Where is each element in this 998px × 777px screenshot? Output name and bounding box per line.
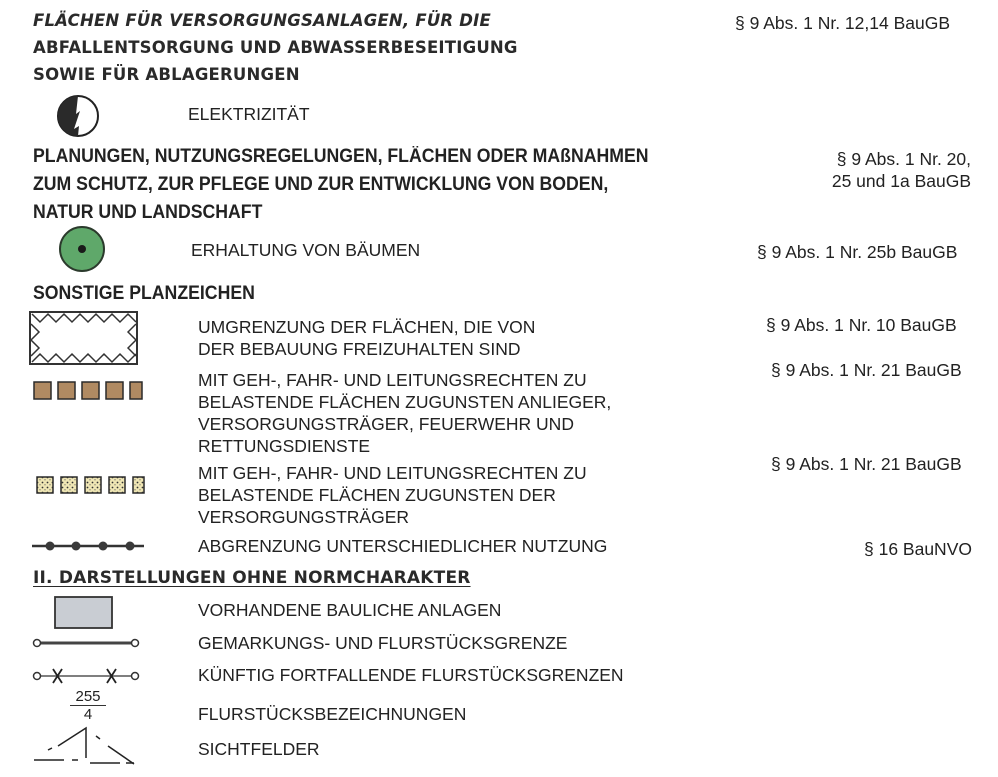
electricity-icon — [55, 93, 101, 139]
parcel-denominator: 4 — [83, 706, 93, 723]
sight-field-icon — [28, 726, 140, 770]
legend-reference: § 9 Abs. 1 Nr. 25b BauGB — [757, 242, 958, 262]
legend-label: ERHALTUNG VON BÄUMEN — [191, 240, 421, 260]
legend-label: KÜNFTIG FORTFALLENDE FLURSTÜCKSGRENZEN — [198, 665, 624, 685]
heading-line: SOWIE FÜR ABLAGERUNGEN — [33, 65, 300, 84]
section-reference — [832, 148, 971, 192]
dotted-squares-icon — [36, 476, 148, 495]
section-heading-sonstige: SONSTIGE PLANZEICHEN — [33, 283, 255, 304]
heading-line: ZUM SCHUTZ, ZUR PFLEGE UND ZUR ENTWICKLUNG VON BODEN, — [33, 174, 609, 195]
section-heading-natur — [33, 143, 649, 227]
section-reference: § 9 Abs. 1 Nr. 12,14 BauGB — [735, 13, 950, 33]
legend-label: ELEKTRIZITÄT — [188, 104, 310, 124]
heading-line: NATUR UND LANDSCHAFT — [33, 202, 263, 223]
label-line: UMGRENZUNG DER FLÄCHEN, DIE VON — [198, 317, 536, 337]
legend-reference: § 16 BauNVO — [864, 539, 972, 559]
heading-line: FLÄCHEN FÜR VERSORGUNGSANLAGEN, FÜR DIE — [33, 11, 491, 30]
label-line: RETTUNGSDIENSTE — [198, 436, 371, 456]
grey-rectangle-icon — [54, 596, 114, 630]
label-line: VERSORGUNGSTRÄGER, FEUERWEHR UND — [198, 414, 574, 434]
label-line: DER BEBAUUNG FREIZUHALTEN SIND — [198, 339, 521, 359]
dotted-line-icon — [30, 538, 146, 554]
heading-line: PLANUNGEN, NUTZUNGSREGELUNGEN, FLÄCHEN ODER MAßNAHMEN — [33, 146, 649, 167]
section-heading-versorgung — [33, 7, 518, 88]
brown-squares-icon — [33, 381, 147, 400]
reference-line: 25 und 1a BauGB — [831, 171, 971, 191]
label-line: MIT GEH-, FAHR- UND LEITUNGSRECHTEN ZU — [198, 463, 587, 483]
legend-reference: § 9 Abs. 1 Nr. 10 BauGB — [766, 315, 957, 335]
label-line: VERSORGUNGSTRÄGER — [198, 507, 409, 527]
parcel-number-icon — [70, 688, 106, 723]
zigzag-boundary-icon — [28, 310, 140, 367]
legend-label: GEMARKUNGS- UND FLURSTÜCKSGRENZE — [198, 633, 568, 653]
parcel-numerator: 255 — [70, 688, 106, 706]
label-line: BELASTENDE FLÄCHEN ZUGUNSTEN DER — [198, 485, 556, 505]
boundary-line-icon — [32, 636, 140, 650]
legend-reference: § 9 Abs. 1 Nr. 21 BauGB — [771, 360, 962, 380]
legend-label: SICHTFELDER — [198, 739, 320, 759]
legend-label: FLURSTÜCKSBEZEICHNUNGEN — [198, 704, 467, 724]
heading-line: ABFALLENTSORGUNG UND ABWASSERBESEITIGUNG — [33, 38, 518, 57]
crossed-boundary-icon — [32, 667, 140, 685]
tree-preservation-icon — [57, 224, 107, 274]
reference-line: § 9 Abs. 1 Nr. 20, — [836, 149, 971, 169]
legend-label: VORHANDENE BAULICHE ANLAGEN — [198, 600, 502, 620]
section-heading-darstellungen: II. DARSTELLUNGEN OHNE NORMCHARAKTER — [33, 568, 471, 588]
label-line: MIT GEH-, FAHR- UND LEITUNGSRECHTEN ZU — [198, 370, 587, 390]
legend-label — [198, 462, 587, 528]
label-line: BELASTENDE FLÄCHEN ZUGUNSTEN ANLIEGER, — [198, 392, 612, 412]
legend-label — [198, 316, 535, 360]
legend-reference: § 9 Abs. 1 Nr. 21 BauGB — [771, 454, 962, 474]
legend-label: ABGRENZUNG UNTERSCHIEDLICHER NUTZUNG — [198, 536, 608, 556]
legend-label — [198, 369, 611, 457]
